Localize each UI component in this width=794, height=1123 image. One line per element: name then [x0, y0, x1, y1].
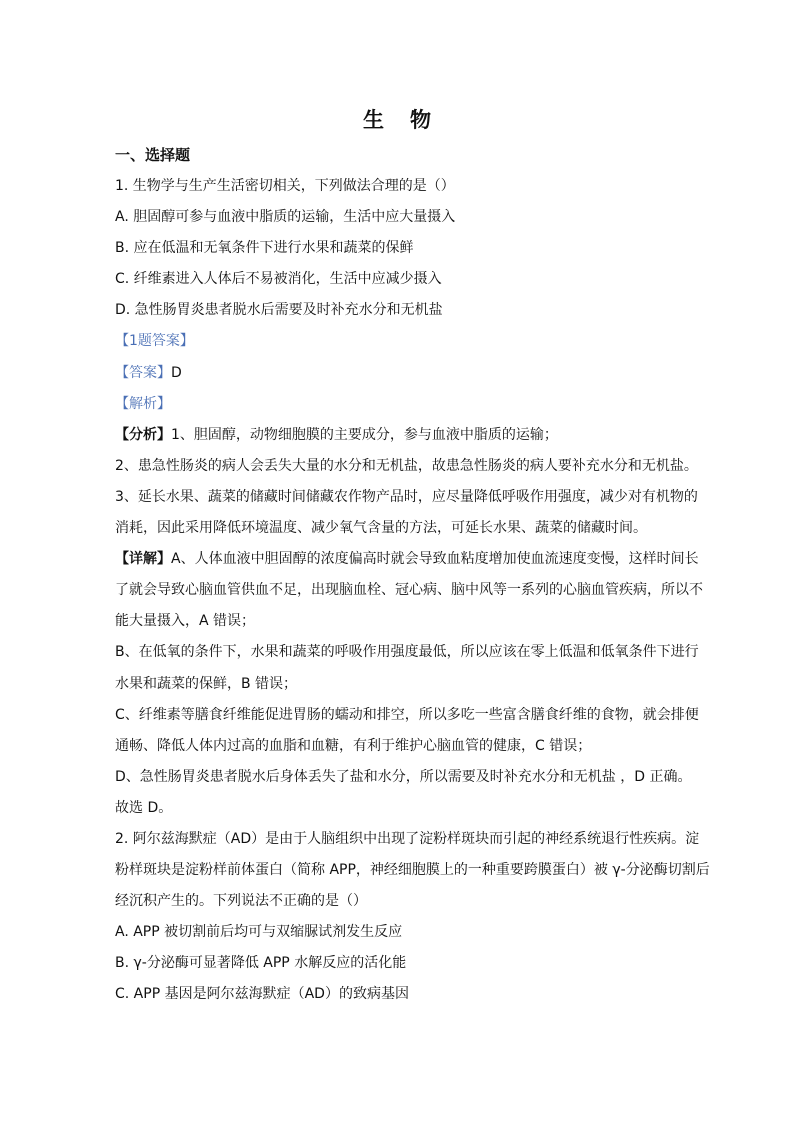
question-1-option-c: C. 纤维素进入人体后不易被消化，生活中应减少摄入 [115, 271, 442, 288]
question-2-option-c: C. APP 基因是阿尔兹海默症（AD）的致病基因 [115, 986, 409, 1003]
xiangjie-line: B、在低氧的条件下，水果和蔬菜的呼吸作用强度最低，所以应该在零上低温和低氧条件下进行 [115, 644, 699, 661]
fenxi-label: 【分析】 [115, 426, 171, 443]
xiangjie-line: 能大量摄入，A 错误； [115, 613, 256, 630]
question-1-option-b: B. 应在低温和无氧条件下进行水果和蔬菜的保鲜 [115, 240, 414, 257]
xiangjie-line: 通畅、降低人体内过高的血脂和血糖，有利于维护心脑血管的健康，C 错误； [115, 737, 592, 754]
page-title [0, 104, 794, 134]
answer-line [115, 358, 697, 389]
title-char: 生 [363, 108, 384, 132]
section-heading: 一、选择题 [115, 146, 191, 164]
title-char: 物 [410, 108, 431, 132]
question-1-stem: 1. 生物学与生产生活密切相关，下列做法合理的是（） [115, 178, 455, 194]
question-2-stem: 粉样斑块是淀粉样前体蛋白（简称 APP，神经细胞膜上的一种重要跨膜蛋白）被 γ-分泌酶切割后 [115, 862, 710, 879]
xiangjie-label: 【详解】 [115, 551, 171, 568]
fenxi-line: 2、患急性肠炎的病人会丢失大量的水分和无机盐，故患急性肠炎的病人要补充水分和无机盐。 [115, 457, 698, 474]
xiangjie-line: 了就会导致心脑血管供血不足，出现脑血栓、冠心病、脑中风等一系列的心脑血管疾病，所以不 [115, 582, 703, 599]
xiangjie-line: C、纤维素等膳食纤维能促进胃肠的蠕动和排空，所以多吃一些富含膳食纤维的食物，就会排便 [115, 706, 699, 723]
xiangjie-line: D、急性肠胃炎患者脱水后身体丢失了盐和水分，所以需要及时补充水分和无机盐 ，D 正确。 [115, 768, 692, 785]
fenxi-text: 1、胆固醇，动物细胞膜的主要成分，参与血液中脂质的运输； [171, 426, 558, 443]
fenxi-line: 3、延长水果、蔬菜的储藏时间储藏农作物产品时，应尽量降低呼吸作用强度，减少对有机物的 [115, 488, 698, 505]
answer-label: 【答案】 [115, 364, 171, 381]
question-2-stem: 经沉积产生的。下列说法不正确的是（） [115, 893, 367, 910]
answer-tag: 【1题答案】 [115, 333, 194, 350]
answer-value: D [171, 364, 182, 381]
xiangjie-line: 故选 D。 [115, 799, 173, 816]
xiangjie-line: 水果和蔬菜的保鲜，B 错误； [115, 675, 298, 692]
question-1-option-a: A. 胆固醇可参与血液中脂质的运输，生活中应大量摄入 [115, 209, 456, 226]
question-1-option-d: D. 急性肠胃炎患者脱水后需要及时补充水分和无机盐 [115, 302, 443, 319]
fenxi-line [115, 420, 697, 451]
question-2-stem: 2. 阿尔兹海默症（AD）是由于人脑组织中出现了淀粉样斑块而引起的神经系统退行性疾病。淀 [115, 830, 700, 847]
xiangjie-line [115, 544, 697, 575]
fenxi-line: 消耗，因此采用降低环境温度、减少氧气含量的方法，可延长水果、蔬菜的储藏时间。 [115, 520, 647, 537]
xiangjie-text: A、人体血液中胆固醇的浓度偏高时就会导致血粘度增加使血流速度变慢，这样时间长 [171, 551, 699, 568]
question-2-option-b: B. γ-分泌酶可显著降低 APP 水解反应的活化能 [115, 955, 407, 972]
question-2-option-a: A. APP 被切割前后均可与双缩脲试剂发生反应 [115, 924, 403, 941]
document-body [115, 140, 710, 1011]
analysis-tag: 【解析】 [115, 395, 171, 412]
